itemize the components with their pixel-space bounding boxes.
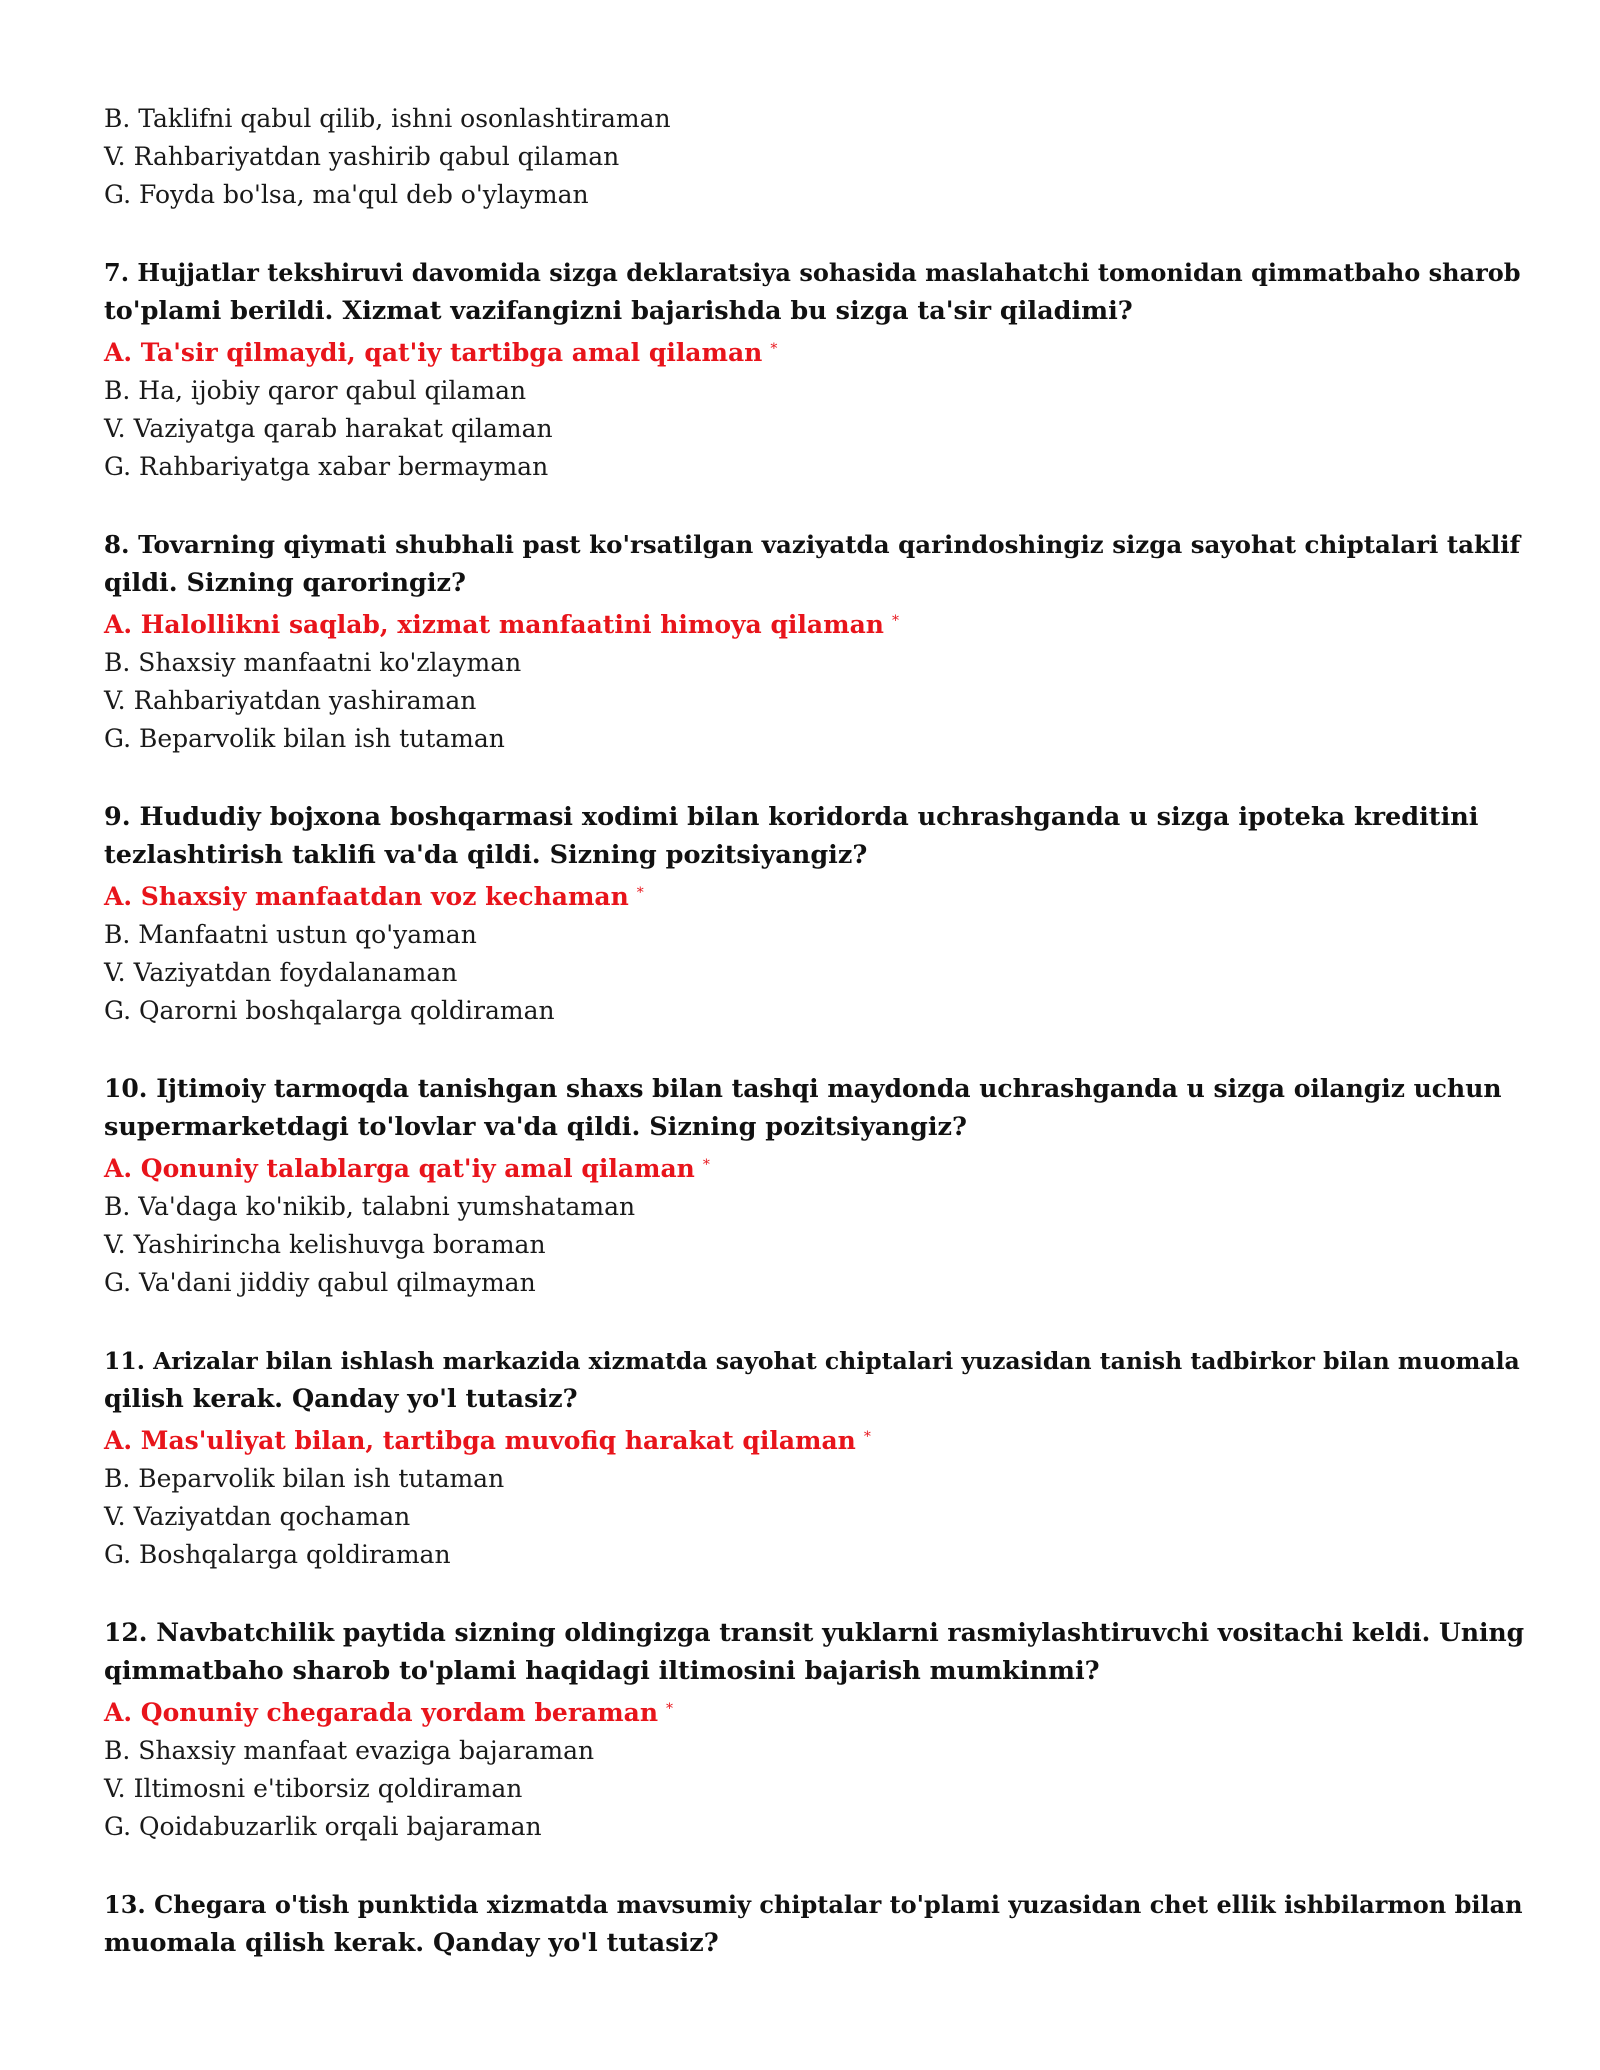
question-text xyxy=(104,1614,1524,1690)
question-block-9 xyxy=(104,798,1524,1030)
option-g: G. Va'dani jiddiy qabul qilmayman xyxy=(104,1268,536,1297)
question-line: 13. Chegara o'tish punktida xizmatda mavsumiy chiptalar to'plami yuzasidan chet ellik ishbilarmon bilan xyxy=(104,1890,1523,1919)
question-line: qildi. Sizning qaroringiz? xyxy=(104,568,466,598)
correct-answer xyxy=(104,1146,1524,1188)
question-text xyxy=(104,1886,1524,1962)
question-text xyxy=(104,798,1524,874)
question-text xyxy=(104,254,1524,330)
question-text xyxy=(104,1070,1524,1146)
option-g: G. Beparvolik bilan ish tutaman xyxy=(104,724,505,753)
question-block-8 xyxy=(104,526,1524,758)
option-v: V. Vaziyatga qarab harakat qilaman xyxy=(104,414,553,443)
correct-answer xyxy=(104,602,1524,644)
correct-answer xyxy=(104,874,1524,916)
question-line: to'plami berildi. Xizmat vazifangizni bajarishda bu sizga ta'sir qiladimi? xyxy=(104,296,1133,326)
question-line: 12. Navbatchilik paytida sizning oldingizga transit yuklarni rasmiylashtiruvchi vositachi keldi. Uning xyxy=(104,1618,1525,1647)
option-g: G. Qarorni boshqalarga qoldiraman xyxy=(104,996,555,1025)
option-v: V. Vaziyatdan foydalanaman xyxy=(104,958,458,987)
question-block-13 xyxy=(104,1886,1524,1962)
question-block-7 xyxy=(104,254,1524,486)
correct-answer-text: A. Mas'uliyat bilan, tartibga muvofiq harakat qilaman xyxy=(104,1426,856,1455)
option-g: G. Boshqalarga qoldiraman xyxy=(104,1540,451,1569)
quiz-content xyxy=(104,100,1524,1962)
correct-answer-text: A. Shaxsiy manfaatdan voz kechaman xyxy=(104,882,629,911)
question-line: 9. Hududiy bojxona boshqarmasi xodimi bilan koridorda uchrashganda u sizga ipoteka kreditini xyxy=(104,802,1479,832)
correct-answer-text: A. Ta'sir qilmaydi, qat'iy tartibga amal qilaman xyxy=(104,338,763,367)
question-line: 11. Arizalar bilan ishlash markazida xizmatda sayohat chiptalari yuzasidan tanish tadbirkor bilan muomala xyxy=(104,1347,1520,1375)
question-text xyxy=(104,526,1524,602)
option-b: B. Taklifni qabul qilib, ishni osonlashtiraman xyxy=(104,104,671,133)
option-b: B. Beparvolik bilan ish tutaman xyxy=(104,1464,505,1493)
question-block-11 xyxy=(104,1342,1524,1574)
carryover-options xyxy=(104,100,1524,214)
question-line: 7. Hujjatlar tekshiruvi davomida sizga deklaratsiya sohasida maslahatchi tomonidan qimmatbaho sharob xyxy=(104,258,1521,287)
correct-mark-icon: * xyxy=(770,341,778,357)
option-b: B. Shaxsiy manfaat evaziga bajaraman xyxy=(104,1736,595,1765)
correct-mark-icon: * xyxy=(666,1701,674,1717)
question-line: 10. Ijtimoiy tarmoqda tanishgan shaxs bilan tashqi maydonda uchrashganda u sizga oilangiz uchun xyxy=(104,1074,1502,1103)
question-line: muomala qilish kerak. Qanday yo'l tutasiz? xyxy=(104,1928,719,1958)
option-v: V. Rahbariyatdan yashiraman xyxy=(104,686,477,715)
option-b: B. Manfaatni ustun qo'yaman xyxy=(104,920,477,949)
question-block-12 xyxy=(104,1614,1524,1846)
option-v: V. Iltimosni e'tiborsiz qoldiraman xyxy=(104,1774,523,1803)
question-line: tezlashtirish taklifi va'da qildi. Sizning pozitsiyangiz? xyxy=(104,840,868,870)
question-text xyxy=(104,1342,1524,1418)
question-line: qimmatbaho sharob to'plami haqidagi iltimosini bajarish mumkinmi? xyxy=(104,1656,1100,1686)
option-v: V. Yashirincha kelishuvga boraman xyxy=(104,1230,546,1259)
correct-mark-icon: * xyxy=(863,1429,871,1445)
option-v: V. Rahbariyatdan yashirib qabul qilaman xyxy=(104,142,620,171)
question-line: supermarketdagi to'lovlar va'da qildi. Sizning pozitsiyangiz? xyxy=(104,1112,967,1142)
option-b: B. Va'daga ko'nikib, talabni yumshataman xyxy=(104,1192,636,1221)
option-g: G. Foyda bo'lsa, ma'qul deb o'ylayman xyxy=(104,180,589,209)
correct-answer xyxy=(104,330,1524,372)
option-b: B. Shaxsiy manfaatni ko'zlayman xyxy=(104,648,522,677)
question-line: qilish kerak. Qanday yo'l tutasiz? xyxy=(104,1384,578,1414)
correct-answer-text: A. Halollikni saqlab, xizmat manfaatini himoya qilaman xyxy=(104,610,884,639)
correct-mark-icon: * xyxy=(891,613,899,629)
option-g: G. Rahbariyatga xabar bermayman xyxy=(104,452,549,481)
question-block-10 xyxy=(104,1070,1524,1302)
correct-answer-text: A. Qonuniy talablarga qat'iy amal qilaman xyxy=(104,1154,695,1183)
correct-answer xyxy=(104,1418,1524,1460)
correct-answer xyxy=(104,1690,1524,1732)
question-line: 8. Tovarning qiymati shubhali past ko'rsatilgan vaziyatda qarindoshingiz sizga sayohat chiptalari taklif xyxy=(104,530,1521,559)
correct-mark-icon: * xyxy=(702,1157,710,1173)
correct-answer-text: A. Qonuniy chegarada yordam beraman xyxy=(104,1698,659,1727)
option-v: V. Vaziyatdan qochaman xyxy=(104,1502,411,1531)
correct-mark-icon: * xyxy=(636,885,644,901)
option-g: G. Qoidabuzarlik orqali bajaraman xyxy=(104,1812,542,1841)
option-b: B. Ha, ijobiy qaror qabul qilaman xyxy=(104,376,527,405)
